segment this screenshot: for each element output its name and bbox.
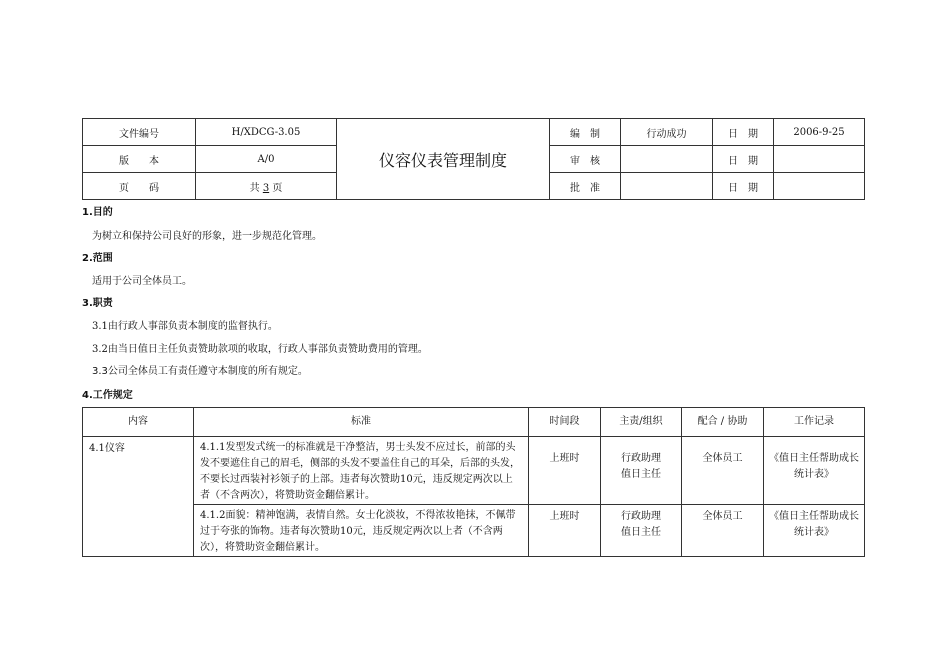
editor-label: 编 制 — [550, 119, 621, 146]
duty-item-2: 3.2由当日值日主任负责赞助款项的收取，行政人事部负责赞助费用的管理。 — [92, 344, 428, 355]
duty-item-3: 3.3公司全体员工有责任遵守本制度的所有规定。 — [92, 366, 308, 377]
page-suffix: 页 — [272, 182, 283, 194]
duty-item-1: 3.1由行政人事部负责本制度的监督执行。 — [92, 321, 278, 332]
scope-text: 适用于公司全体员工。 — [92, 276, 192, 287]
date-value-2 — [774, 146, 865, 173]
time-cell: 上班时 — [529, 505, 601, 557]
doc-no-value: H/XDCG-3.05 — [196, 119, 337, 146]
column-header-standard: 标准 — [194, 408, 529, 437]
rules-heading: 4.工作规定 — [82, 390, 133, 401]
reviewer-label: 审 核 — [550, 146, 621, 173]
column-header-content: 内容 — [83, 408, 194, 437]
record-line-2: 统计表》 — [794, 527, 834, 538]
document-title: 仪容仪表管理制度 — [337, 119, 550, 200]
document-header-table — [82, 118, 865, 200]
column-header-assist: 配合 / 协助 — [682, 408, 764, 437]
purpose-heading: 1.目的 — [82, 207, 113, 218]
owner-line-2: 值日主任 — [621, 469, 661, 480]
standard-cell: 4.1.1发型发式统一的标准就是干净整洁，男士头发不应过长，前部的头发不要遮住自己的眉毛，侧部的头发不要盖住自己的耳朵，后部的头发，不要长过西装衬衫领子的上部。违者每次赞助10元，违反规定两次以上者（不含两次），将赞助资金翻倍累计。 — [194, 437, 529, 505]
date-value-1: 2006-9-25 — [774, 119, 865, 146]
approver-value — [621, 173, 713, 200]
work-table-header-row — [83, 408, 865, 437]
table-row — [83, 437, 865, 505]
owner-cell — [601, 505, 682, 557]
standard-cell: 4.1.2面貌：精神饱满，表情自然。女士化淡妆，不得浓妆艳抹，不佩带过于夸张的饰物。违者每次赞助10元，违反规定两次以上者（不含两次），将赞助资金翻倍累计。 — [194, 505, 529, 557]
duty-heading: 3.职责 — [82, 298, 113, 309]
category-cell: 4.1仪容 — [83, 437, 194, 557]
time-cell: 上班时 — [529, 437, 601, 505]
owner-line-2: 值日主任 — [621, 527, 661, 538]
page-value — [196, 173, 337, 200]
owner-cell — [601, 437, 682, 505]
editor-value: 行动成功 — [621, 119, 713, 146]
owner-line-1: 行政助理 — [621, 453, 661, 464]
record-cell — [764, 437, 865, 505]
page-prefix: 共 — [249, 182, 260, 194]
column-header-time: 时间段 — [529, 408, 601, 437]
page-count: 3 — [262, 182, 270, 194]
reviewer-value — [621, 146, 713, 173]
page-label: 页 码 — [83, 173, 196, 200]
table-row — [83, 505, 865, 557]
record-line-1: 《值日主任帮助成长 — [769, 453, 859, 464]
doc-no-label: 文件编号 — [83, 119, 196, 146]
record-line-2: 统计表》 — [794, 469, 834, 480]
version-label: 版 本 — [83, 146, 196, 173]
date-value-3 — [774, 173, 865, 200]
version-value: A/0 — [196, 146, 337, 173]
column-header-owner: 主责/组织 — [601, 408, 682, 437]
assist-cell: 全体员工 — [682, 505, 764, 557]
date-label-3: 日 期 — [713, 173, 774, 200]
work-rules-table — [82, 407, 865, 557]
record-cell — [764, 505, 865, 557]
approver-label: 批 准 — [550, 173, 621, 200]
column-header-record: 工作记录 — [764, 408, 865, 437]
record-line-1: 《值日主任帮助成长 — [769, 511, 859, 522]
scope-heading: 2.范围 — [82, 253, 113, 264]
assist-cell: 全体员工 — [682, 437, 764, 505]
owner-line-1: 行政助理 — [621, 511, 661, 522]
purpose-text: 为树立和保持公司良好的形象，进一步规范化管理。 — [92, 231, 322, 242]
date-label-2: 日 期 — [713, 146, 774, 173]
date-label-1: 日 期 — [713, 119, 774, 146]
